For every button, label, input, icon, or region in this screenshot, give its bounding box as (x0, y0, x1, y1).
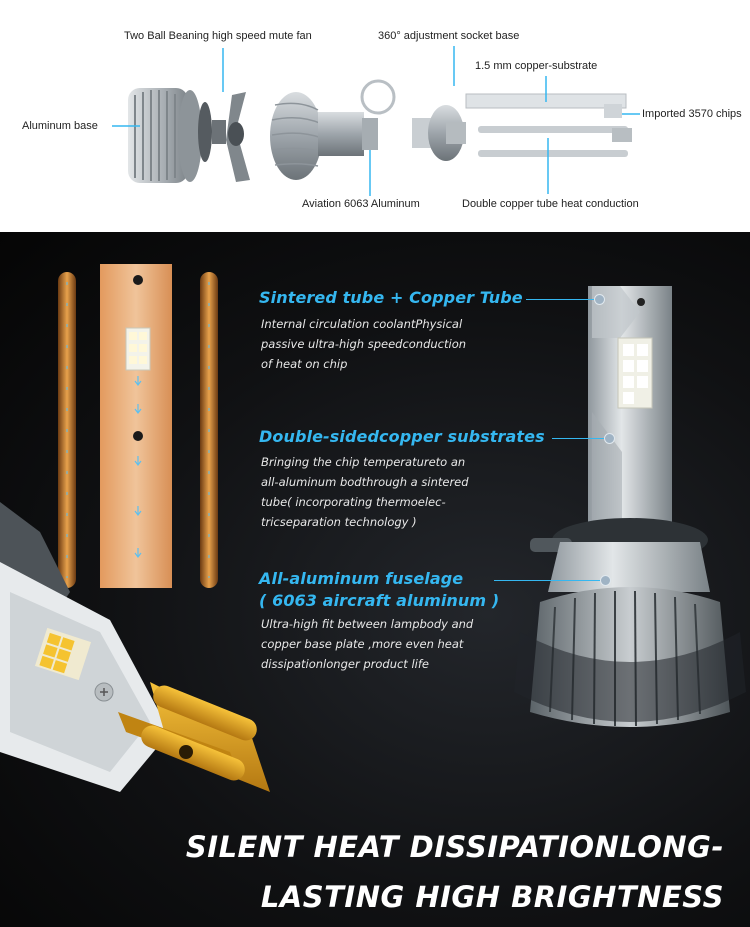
features-panel (0, 232, 750, 927)
substrate-label: 1.5 mm copper-substrate (475, 60, 598, 72)
feature-2-marker-dot (604, 433, 615, 444)
feature-2-line: tube( incorporating thermoelec- (261, 495, 446, 509)
feature-1-leader-line (526, 299, 598, 300)
exploded-view-panel (0, 0, 750, 232)
aluminum-base-part (128, 88, 202, 183)
copper-parts-illustration (0, 232, 300, 927)
clip-ring-part (362, 81, 394, 113)
feature-1-line: of heat on chip (261, 357, 348, 371)
fan-label: Two Ball Beaning high speed mute fan (124, 30, 312, 42)
feature-2-line: tricseparation technology ) (261, 515, 417, 529)
feature-fuselage-title: All-aluminum fuselage (259, 569, 464, 588)
led-bulb-illustration (500, 272, 750, 772)
copper-substrate-part (466, 94, 632, 157)
feature-3-line: copper base plate ,more even heat (261, 637, 464, 651)
feature-3-marker-dot (600, 575, 611, 586)
feature-3-leader-line (494, 580, 604, 581)
feature-2-line: Bringing the chip temperatureto an (261, 455, 466, 469)
feature-1-marker-dot (594, 294, 605, 305)
headline-line-2: LASTING HIGH BRIGHTNESS (260, 880, 724, 914)
feature-sintered-tube-title: Sintered tube + Copper Tube (259, 288, 523, 307)
heat-tube-label: Double copper tube heat conduction (462, 198, 639, 210)
feature-copper-substrates-title: Double-sidedcopper substrates (259, 427, 545, 446)
feature-copper-substrates-description (261, 452, 496, 532)
feature-fuselage-description (261, 614, 496, 674)
feature-1-line: passive ultra-high speedconduction (261, 337, 467, 351)
socket-label: 360° adjustment socket base (378, 30, 520, 42)
heatsink-part (270, 92, 378, 180)
copper-substrate-plate (100, 264, 172, 588)
socket-base-part (412, 105, 466, 161)
aviation-label: Aviation 6063 Aluminum (302, 198, 420, 210)
feature-3-line: dissipationlonger product life (261, 657, 429, 671)
feature-2-line: all-aluminum bodthrough a sintered (261, 475, 469, 489)
feature-1-line: Internal circulation coolantPhysical (261, 317, 463, 331)
headline-line-1: SILENT HEAT DISSIPATIONLONG- (185, 830, 724, 864)
feature-fuselage-subtitle: ( 6063 aircraft aluminum ) (259, 591, 500, 610)
feature-2-leader-line (552, 438, 608, 439)
feature-sintered-tube-description (261, 314, 496, 374)
feature-3-line: Ultra-high fit between lampbody and (261, 617, 474, 631)
chips-label: Imported 3570 chips (642, 108, 742, 120)
fan-part (198, 92, 250, 182)
base-label: Aluminum base (22, 120, 98, 132)
